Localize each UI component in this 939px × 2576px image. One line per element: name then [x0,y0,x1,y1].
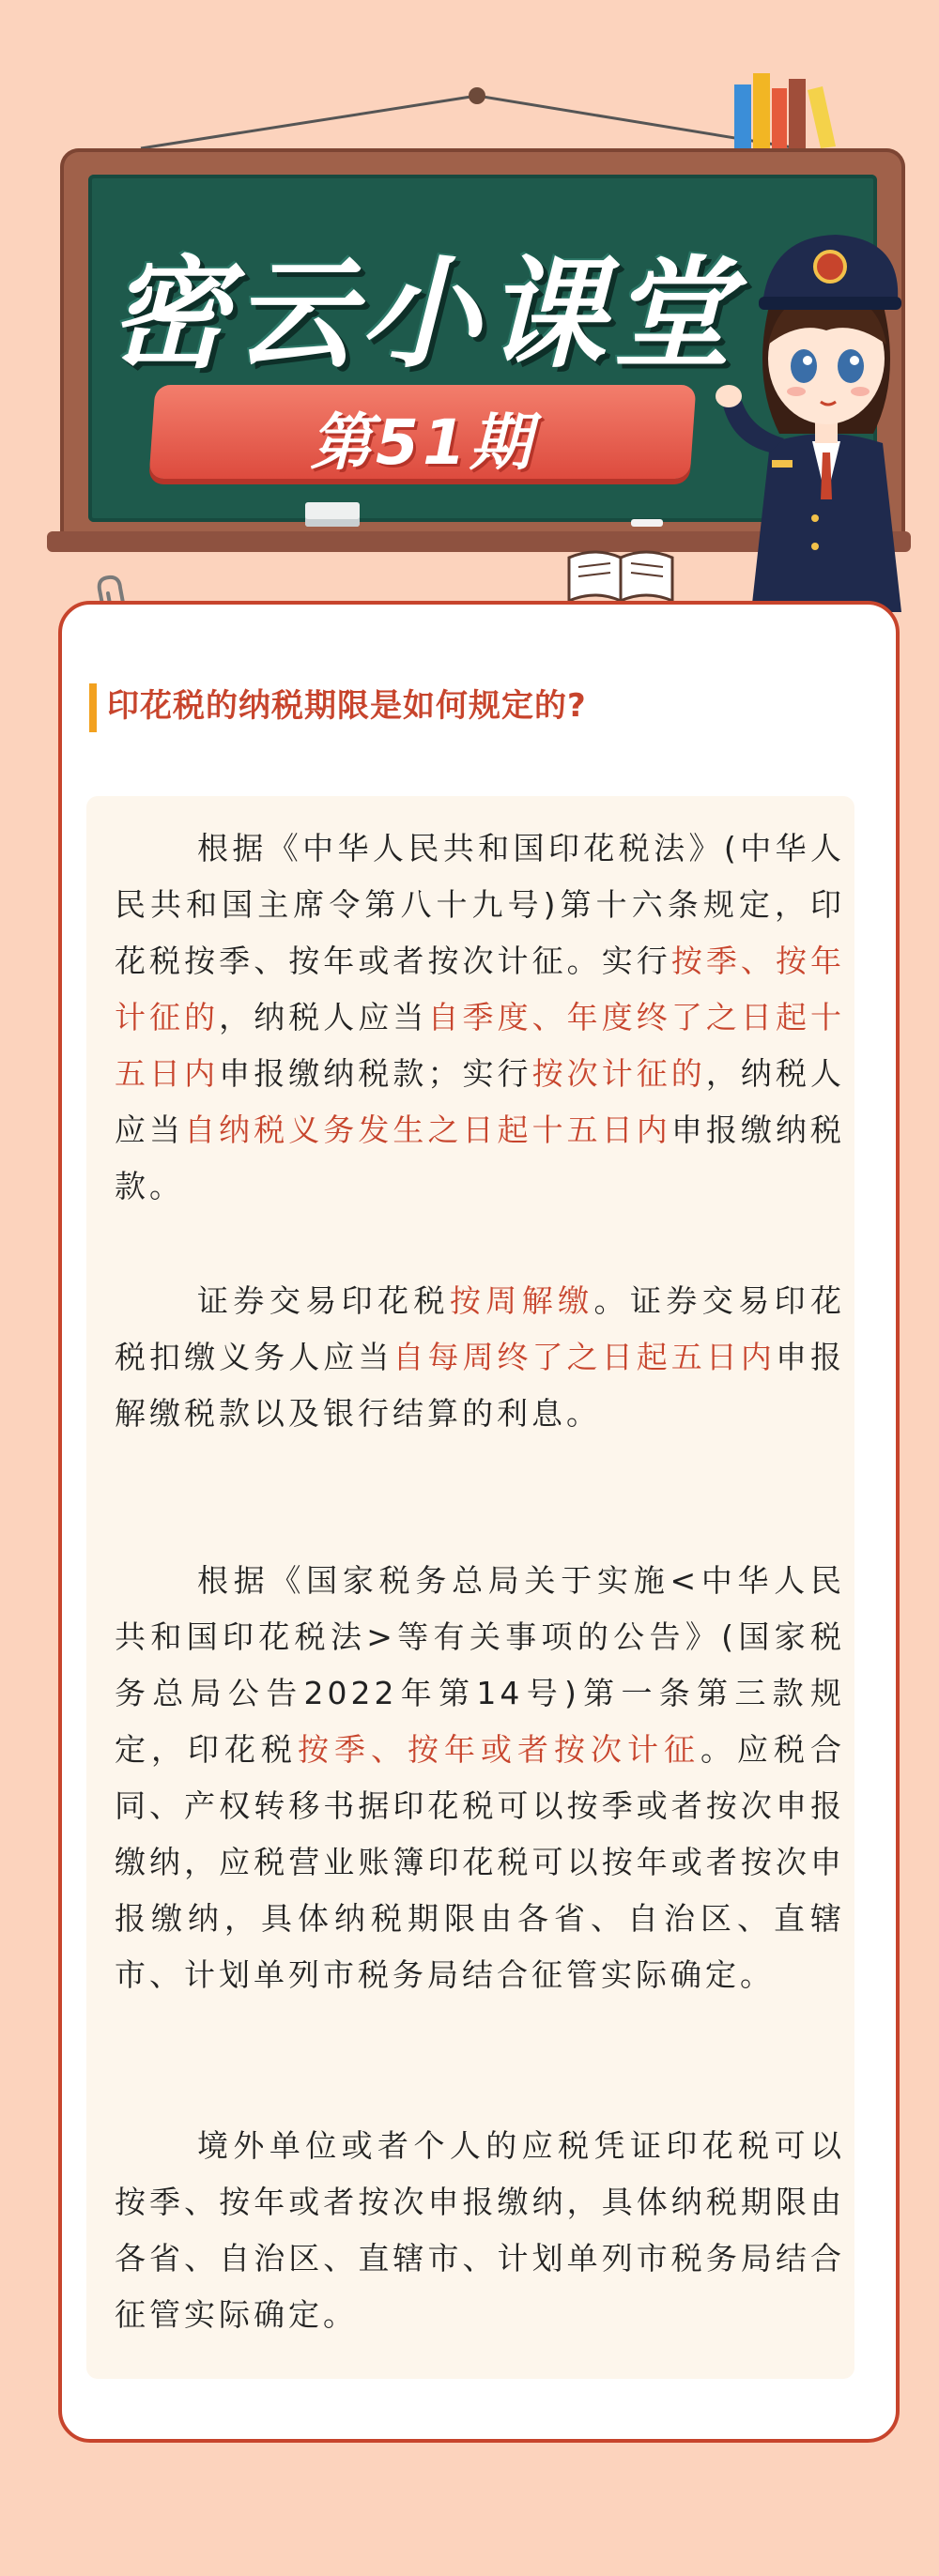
answer-paragraph-1 [115,820,845,1215]
question-heading: 印花税的纳税期限是如何规定的? [107,687,587,725]
eraser-icon [305,502,360,527]
body-text: 申报缴纳税款；实行 [219,1055,532,1092]
chalk-icon [631,519,663,527]
highlighted-text: 按季、按年计征的 [115,943,846,1035]
highlighted-text: 按周解缴 [449,1282,594,1319]
body-text: 境外单位或者个人的应税凭证印花税可以按季、按年或者按次申报缴纳，具体纳税期限由各省、自治区、直辖市、计划单列市税务局结合征管实际确定。 [115,2127,845,2333]
body-text: 证券交易印花税 [197,1282,450,1319]
body-text: 根据《中华人民共和国印花税法》(中华人民共和国主席令第八十九号)第十六条规定，印花税按季、按年或者按次计征。实行 [115,830,845,979]
body-text: ，纳税人应当 [115,1055,846,1148]
question-marker [89,683,97,732]
highlighted-text: 按季、按年或者按次计征 [298,1731,700,1768]
answer-paragraph-2 [115,1273,845,1442]
page-title: 密云小课堂 [107,245,737,385]
body-text: ，纳税人应当 [219,999,428,1035]
issue-number: 第51期 [310,406,535,479]
body-text: 。应税合同、产权转移书据印花税可以按季或者按次申报缴纳，应税营业账簿印花税可以按年或者按次申报缴纳，具体纳税期限由各省、自治区、直辖市、计划单列市税务局结合征管实际确定。 [115,1731,845,1993]
highlighted-text: 自每周终了之日起五日内 [393,1339,776,1375]
books-icon [732,71,836,148]
body-text: 申报解缴税款以及银行结算的利息。 [115,1339,846,1432]
open-book-icon [565,546,676,603]
body-text: 。证券交易印花税扣缴义务人应当 [115,1282,846,1375]
highlighted-text: 按次计征的 [531,1055,706,1092]
answer-paragraph-4 [115,2118,845,2343]
body-text: 申报缴纳税款。 [115,1112,846,1204]
answer-paragraph-3 [115,1553,845,2003]
tax-officer-illustration [714,218,920,612]
body-text: 根据《国家税务总局关于实施<中华人民共和国印花税法>等有关事项的公告》(国家税务总局公告2022年第14号)第一条第三款规定，印花税 [115,1562,845,1768]
highlighted-text: 自季度、年度终了之日起十五日内 [115,999,846,1092]
highlighted-text: 自纳税义务发生之日起十五日内 [184,1112,671,1148]
